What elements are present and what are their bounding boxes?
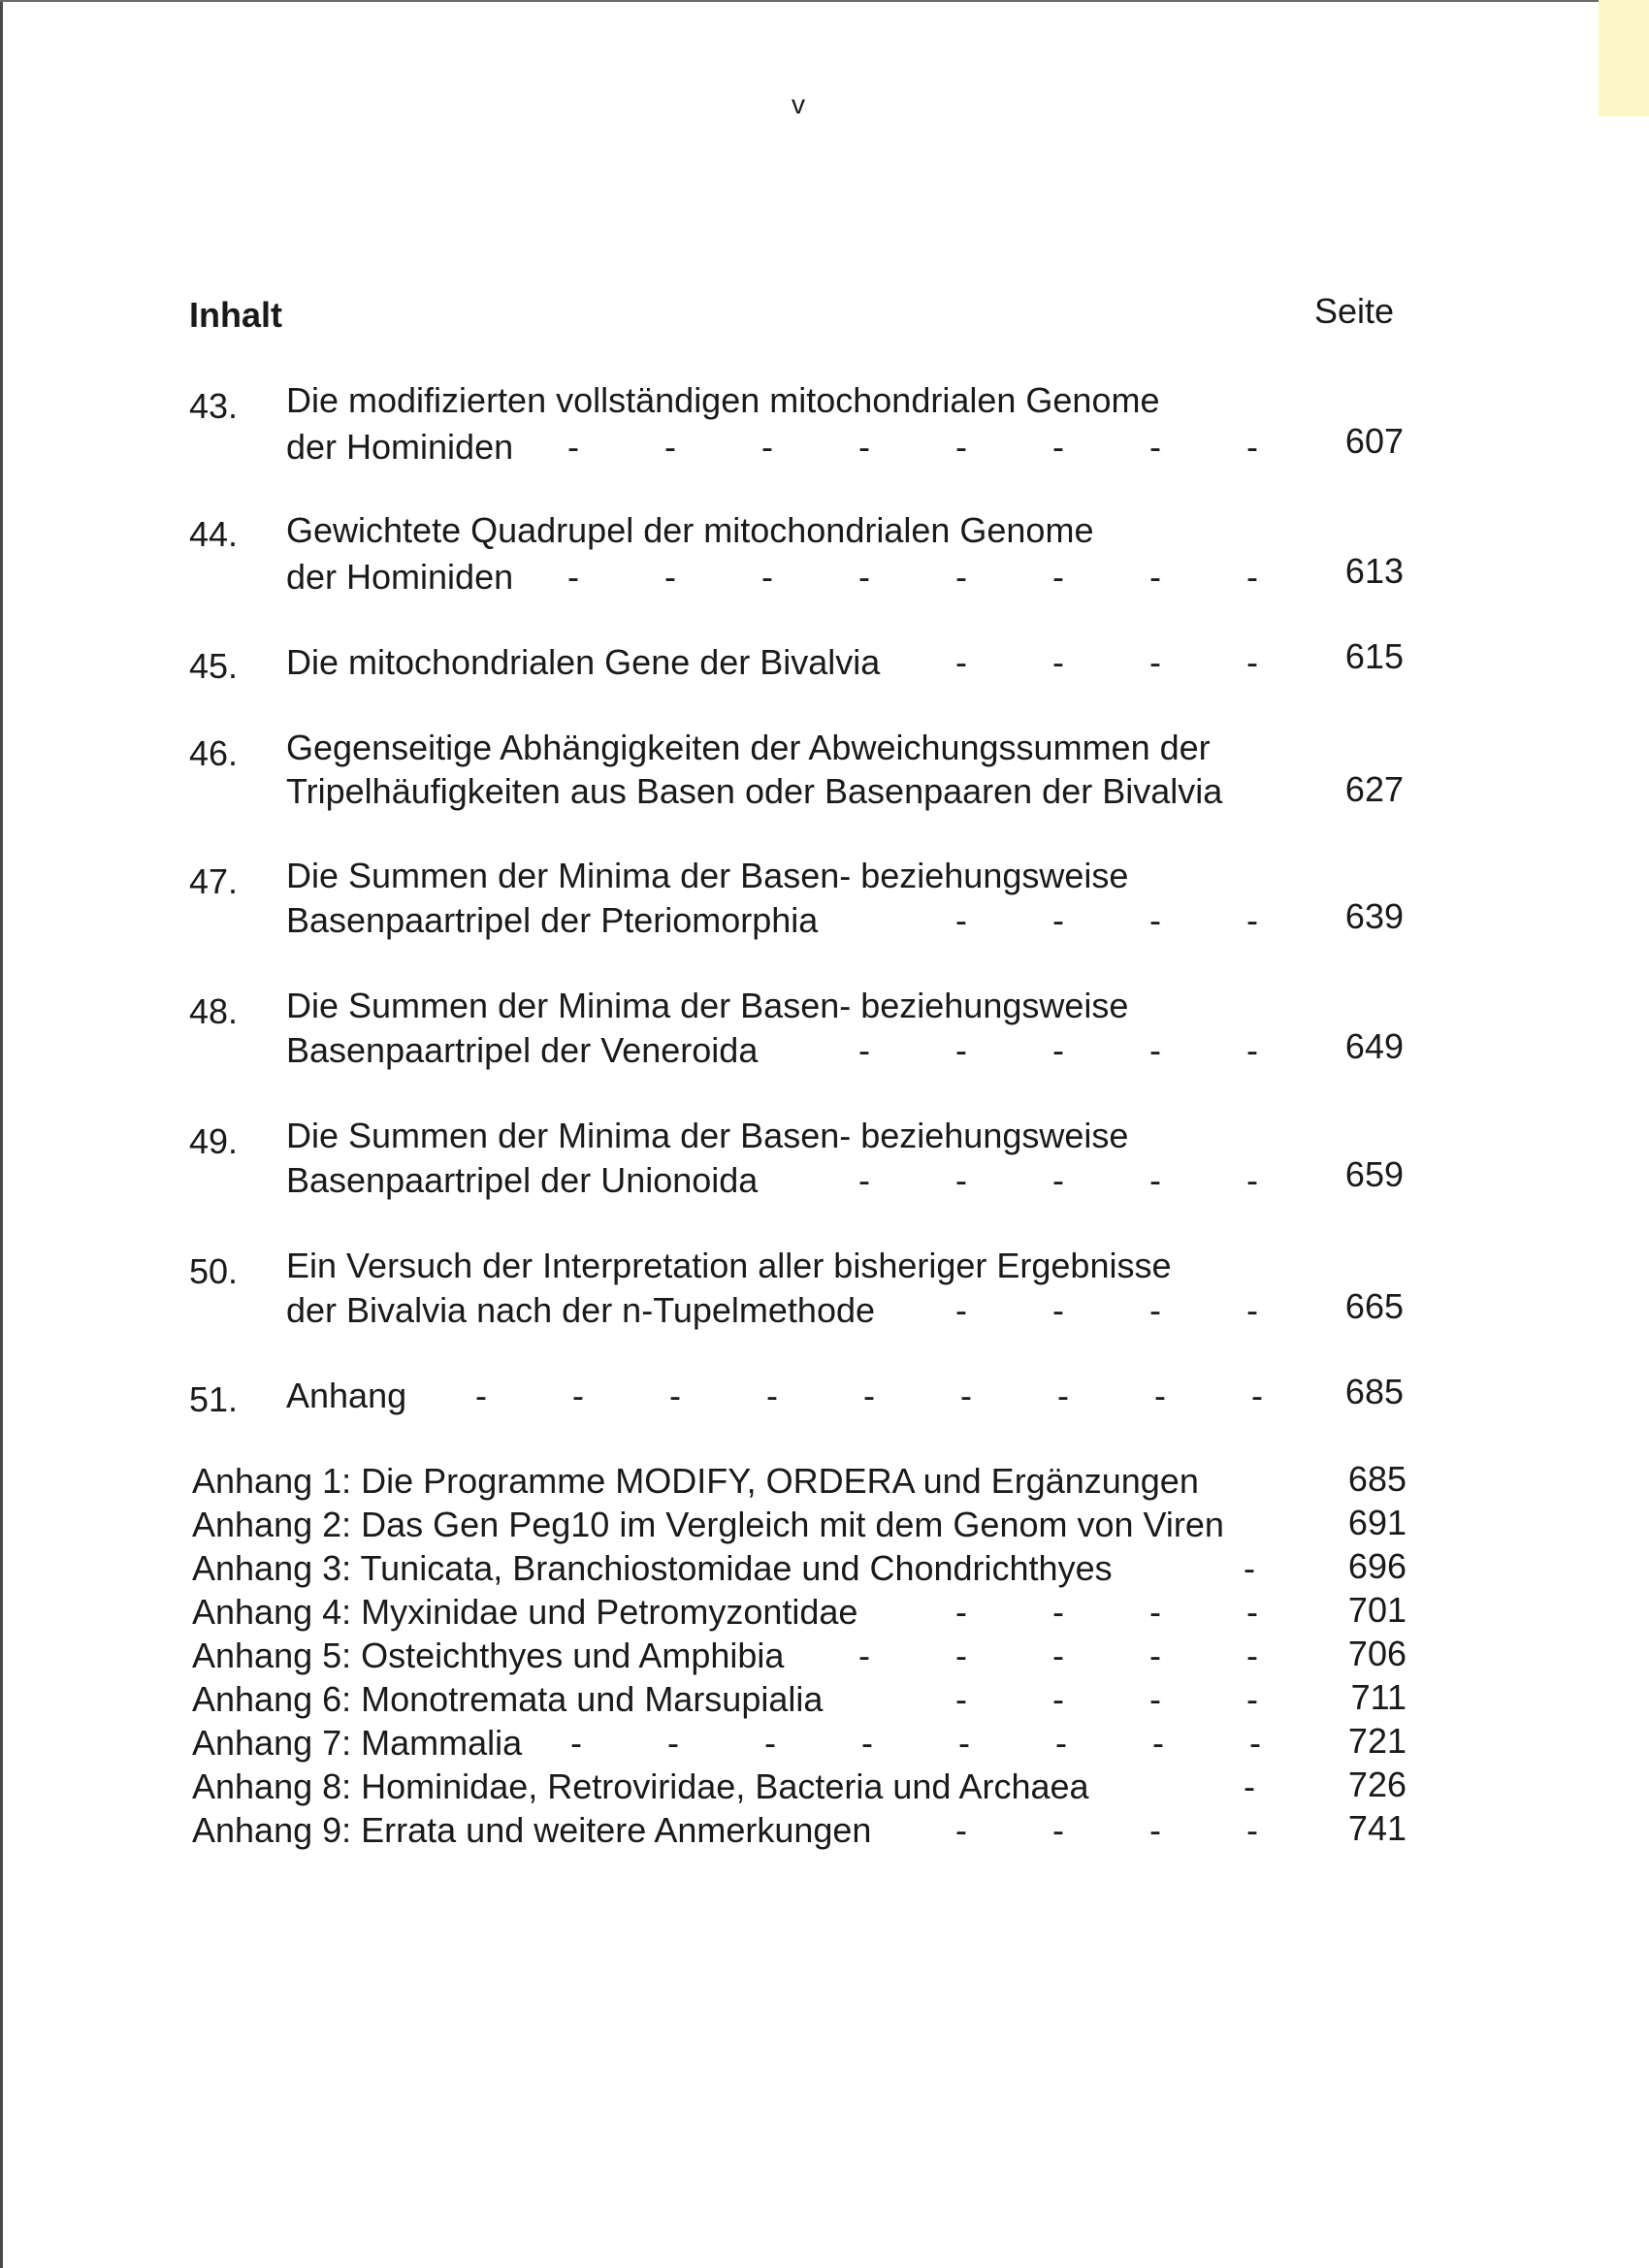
leader-dash: -: [1246, 1636, 1258, 1675]
entry-number: 44.: [189, 514, 239, 554]
leader-dash: -: [1052, 427, 1064, 467]
entry-page: 615: [1344, 636, 1404, 676]
leader-dash: -: [1154, 1376, 1166, 1415]
leader-dash: -: [1249, 1723, 1261, 1763]
scan-edge-left: [0, 0, 3, 2268]
leader-dash: -: [1246, 1679, 1258, 1719]
leader-dash: -: [1149, 427, 1161, 467]
leader-dash: -: [475, 1376, 487, 1415]
leader-dash: -: [1244, 1766, 1255, 1806]
leader-dash: -: [1246, 427, 1258, 467]
leader-dash: -: [761, 557, 773, 597]
entry-title-line2: Basenpaartripel der Pteriomorphia: [286, 900, 819, 940]
entry-number: 43.: [189, 386, 239, 426]
leader-dash: -: [955, 1810, 967, 1850]
entry-title-line1: Die Summen der Minima der Basen- beziehungsweise: [286, 856, 1129, 895]
leader-dash: -: [1149, 1592, 1161, 1632]
leader-dash: -: [1057, 1376, 1069, 1415]
leader-dash: -: [1246, 1592, 1258, 1632]
leader-dash: -: [955, 1030, 967, 1070]
entry-title-line1: Gegenseitige Abhängigkeiten der Abweichungssummen der: [286, 728, 1211, 767]
appendix-page: 701: [1347, 1590, 1406, 1630]
leader-dash: -: [955, 1160, 967, 1200]
entry-title-line1: Die Summen der Minima der Basen- beziehungsweise: [286, 1116, 1129, 1155]
entry-title-line2: Basenpaartripel der Veneroida: [286, 1030, 759, 1070]
entry-page: 685: [1344, 1372, 1404, 1411]
leader-dash: -: [955, 1290, 967, 1330]
leader-dash: -: [955, 1592, 967, 1632]
toc-heading: Inhalt: [189, 295, 282, 335]
leader-dash: -: [1149, 557, 1161, 597]
appendix-page: 741: [1347, 1808, 1406, 1848]
appendix-label: Anhang 7: Mammalia: [192, 1723, 523, 1763]
entry-page: 639: [1344, 896, 1404, 936]
leader-dash: -: [1246, 557, 1258, 597]
leader-dash: -: [955, 427, 967, 467]
leader-dash: -: [861, 1723, 873, 1763]
page-column-label: Seite: [1314, 291, 1395, 331]
leader-dash: -: [960, 1376, 972, 1415]
scan-margin-tint: [1599, 0, 1649, 116]
leader-dash: -: [1149, 1636, 1161, 1675]
leader-dash: -: [1149, 900, 1161, 940]
leader-dash: -: [764, 1723, 776, 1763]
entry-number: 47.: [189, 861, 239, 901]
leader-dash: -: [1052, 1810, 1064, 1850]
leader-dash: -: [1052, 557, 1064, 597]
entry-page: 627: [1344, 769, 1404, 809]
leader-dash: -: [1149, 1810, 1161, 1850]
entry-title-line1: Anhang: [286, 1376, 407, 1415]
leader-dash: -: [955, 1636, 967, 1675]
entry-page: 613: [1344, 551, 1404, 591]
entry-title-line1: Die mitochondrialen Gene der Bivalvia: [286, 642, 881, 682]
leader-dash: -: [766, 1376, 778, 1415]
appendix-page: 721: [1347, 1721, 1406, 1761]
entry-number: 45.: [189, 646, 239, 686]
appendix-page: 726: [1347, 1765, 1406, 1804]
leader-dash: -: [1149, 1160, 1161, 1200]
leader-dash: -: [858, 557, 870, 597]
entry-title-line1: Die Summen der Minima der Basen- beziehungsweise: [286, 986, 1129, 1025]
appendix-label: Anhang 2: Das Gen Peg10 im Vergleich mit dem Genom von Viren: [192, 1505, 1224, 1544]
entry-page: 659: [1344, 1154, 1404, 1194]
entry-number: 51.: [189, 1379, 239, 1419]
appendix-label: Anhang 5: Osteichthyes und Amphibia: [192, 1636, 785, 1675]
appendix-label: Anhang 8: Hominidae, Retroviridae, Bacteria und Archaea: [192, 1766, 1089, 1806]
leader-dash: -: [1246, 1810, 1258, 1850]
appendix-page: 706: [1347, 1634, 1406, 1673]
leader-dash: -: [1244, 1548, 1255, 1588]
leader-dash: -: [1052, 1679, 1064, 1719]
appendix-label: Anhang 6: Monotremata und Marsupialia: [192, 1679, 824, 1719]
leader-dash: -: [858, 1160, 870, 1200]
appendix-page: 685: [1347, 1459, 1406, 1499]
scan-edge-top: [0, 0, 1649, 2]
leader-dash: -: [1251, 1376, 1263, 1415]
leader-dash: -: [955, 900, 967, 940]
entry-title-line2: der Hominiden: [286, 427, 514, 467]
leader-dash: -: [1052, 1290, 1064, 1330]
leader-dash: -: [1052, 1030, 1064, 1070]
leader-dash: -: [664, 427, 676, 467]
leader-dash: -: [1149, 1290, 1161, 1330]
entry-title-line2: Basenpaartripel der Unionoida: [286, 1160, 759, 1200]
appendix-page: 711: [1350, 1677, 1406, 1717]
leader-dash: -: [761, 427, 773, 467]
entry-number: 46.: [189, 733, 239, 773]
leader-dash: -: [1149, 1030, 1161, 1070]
appendix-label: Anhang 9: Errata und weitere Anmerkungen: [192, 1810, 872, 1850]
leader-dash: -: [1052, 1160, 1064, 1200]
leader-dash: -: [1246, 642, 1258, 682]
entry-number: 49.: [189, 1121, 239, 1161]
leader-dash: -: [955, 1679, 967, 1719]
leader-dash: -: [955, 642, 967, 682]
leader-dash: -: [667, 1723, 679, 1763]
leader-dash: -: [1152, 1723, 1164, 1763]
entry-title-line2: Tripelhäufigkeiten aus Basen oder Basenpaaren der Bivalvia: [286, 771, 1223, 811]
appendix-label: Anhang 1: Die Programme MODIFY, ORDERA und Ergänzungen: [192, 1461, 1199, 1501]
page-number: v: [792, 89, 805, 119]
leader-dash: -: [1052, 1636, 1064, 1675]
entry-page: 607: [1344, 421, 1404, 461]
leader-dash: -: [1246, 900, 1258, 940]
leader-dash: -: [572, 1376, 584, 1415]
appendix-label: Anhang 4: Myxinidae und Petromyzontidae: [192, 1592, 858, 1632]
leader-dash: -: [858, 427, 870, 467]
entry-title-line1: Gewichtete Quadrupel der mitochondrialen Genome: [286, 510, 1094, 550]
leader-dash: -: [664, 557, 676, 597]
entry-title-line2: der Bivalvia nach der n-Tupelmethode: [286, 1290, 876, 1330]
leader-dash: -: [1055, 1723, 1067, 1763]
entry-title-line1: Ein Versuch der Interpretation aller bisheriger Ergebnisse: [286, 1246, 1172, 1285]
appendix-page: 696: [1347, 1546, 1406, 1586]
entry-number: 50.: [189, 1251, 239, 1291]
leader-dash: -: [1052, 1592, 1064, 1632]
leader-dash: -: [955, 557, 967, 597]
leader-dash: -: [1052, 900, 1064, 940]
entry-number: 48.: [189, 991, 239, 1031]
leader-dash: -: [858, 1030, 870, 1070]
leader-dash: -: [567, 427, 579, 467]
appendix-page: 691: [1347, 1503, 1406, 1542]
entry-page: 649: [1344, 1026, 1404, 1066]
leader-dash: -: [1052, 642, 1064, 682]
leader-dash: -: [570, 1723, 582, 1763]
entry-page: 665: [1344, 1286, 1404, 1326]
entry-title-line2: der Hominiden: [286, 557, 514, 597]
leader-dash: -: [958, 1723, 970, 1763]
appendix-label: Anhang 3: Tunicata, Branchiostomidae und Chondrichthyes: [192, 1548, 1113, 1588]
leader-dash: -: [858, 1636, 870, 1675]
leader-dash: -: [1246, 1030, 1258, 1070]
leader-dash: -: [1246, 1290, 1258, 1330]
leader-dash: -: [669, 1376, 681, 1415]
leader-dash: -: [863, 1376, 875, 1415]
leader-dash: -: [1149, 642, 1161, 682]
leader-dash: -: [567, 557, 579, 597]
leader-dash: -: [1149, 1679, 1161, 1719]
entry-title-line1: Die modifizierten vollständigen mitochondrialen Genome: [286, 380, 1160, 420]
leader-dash: -: [1246, 1160, 1258, 1200]
